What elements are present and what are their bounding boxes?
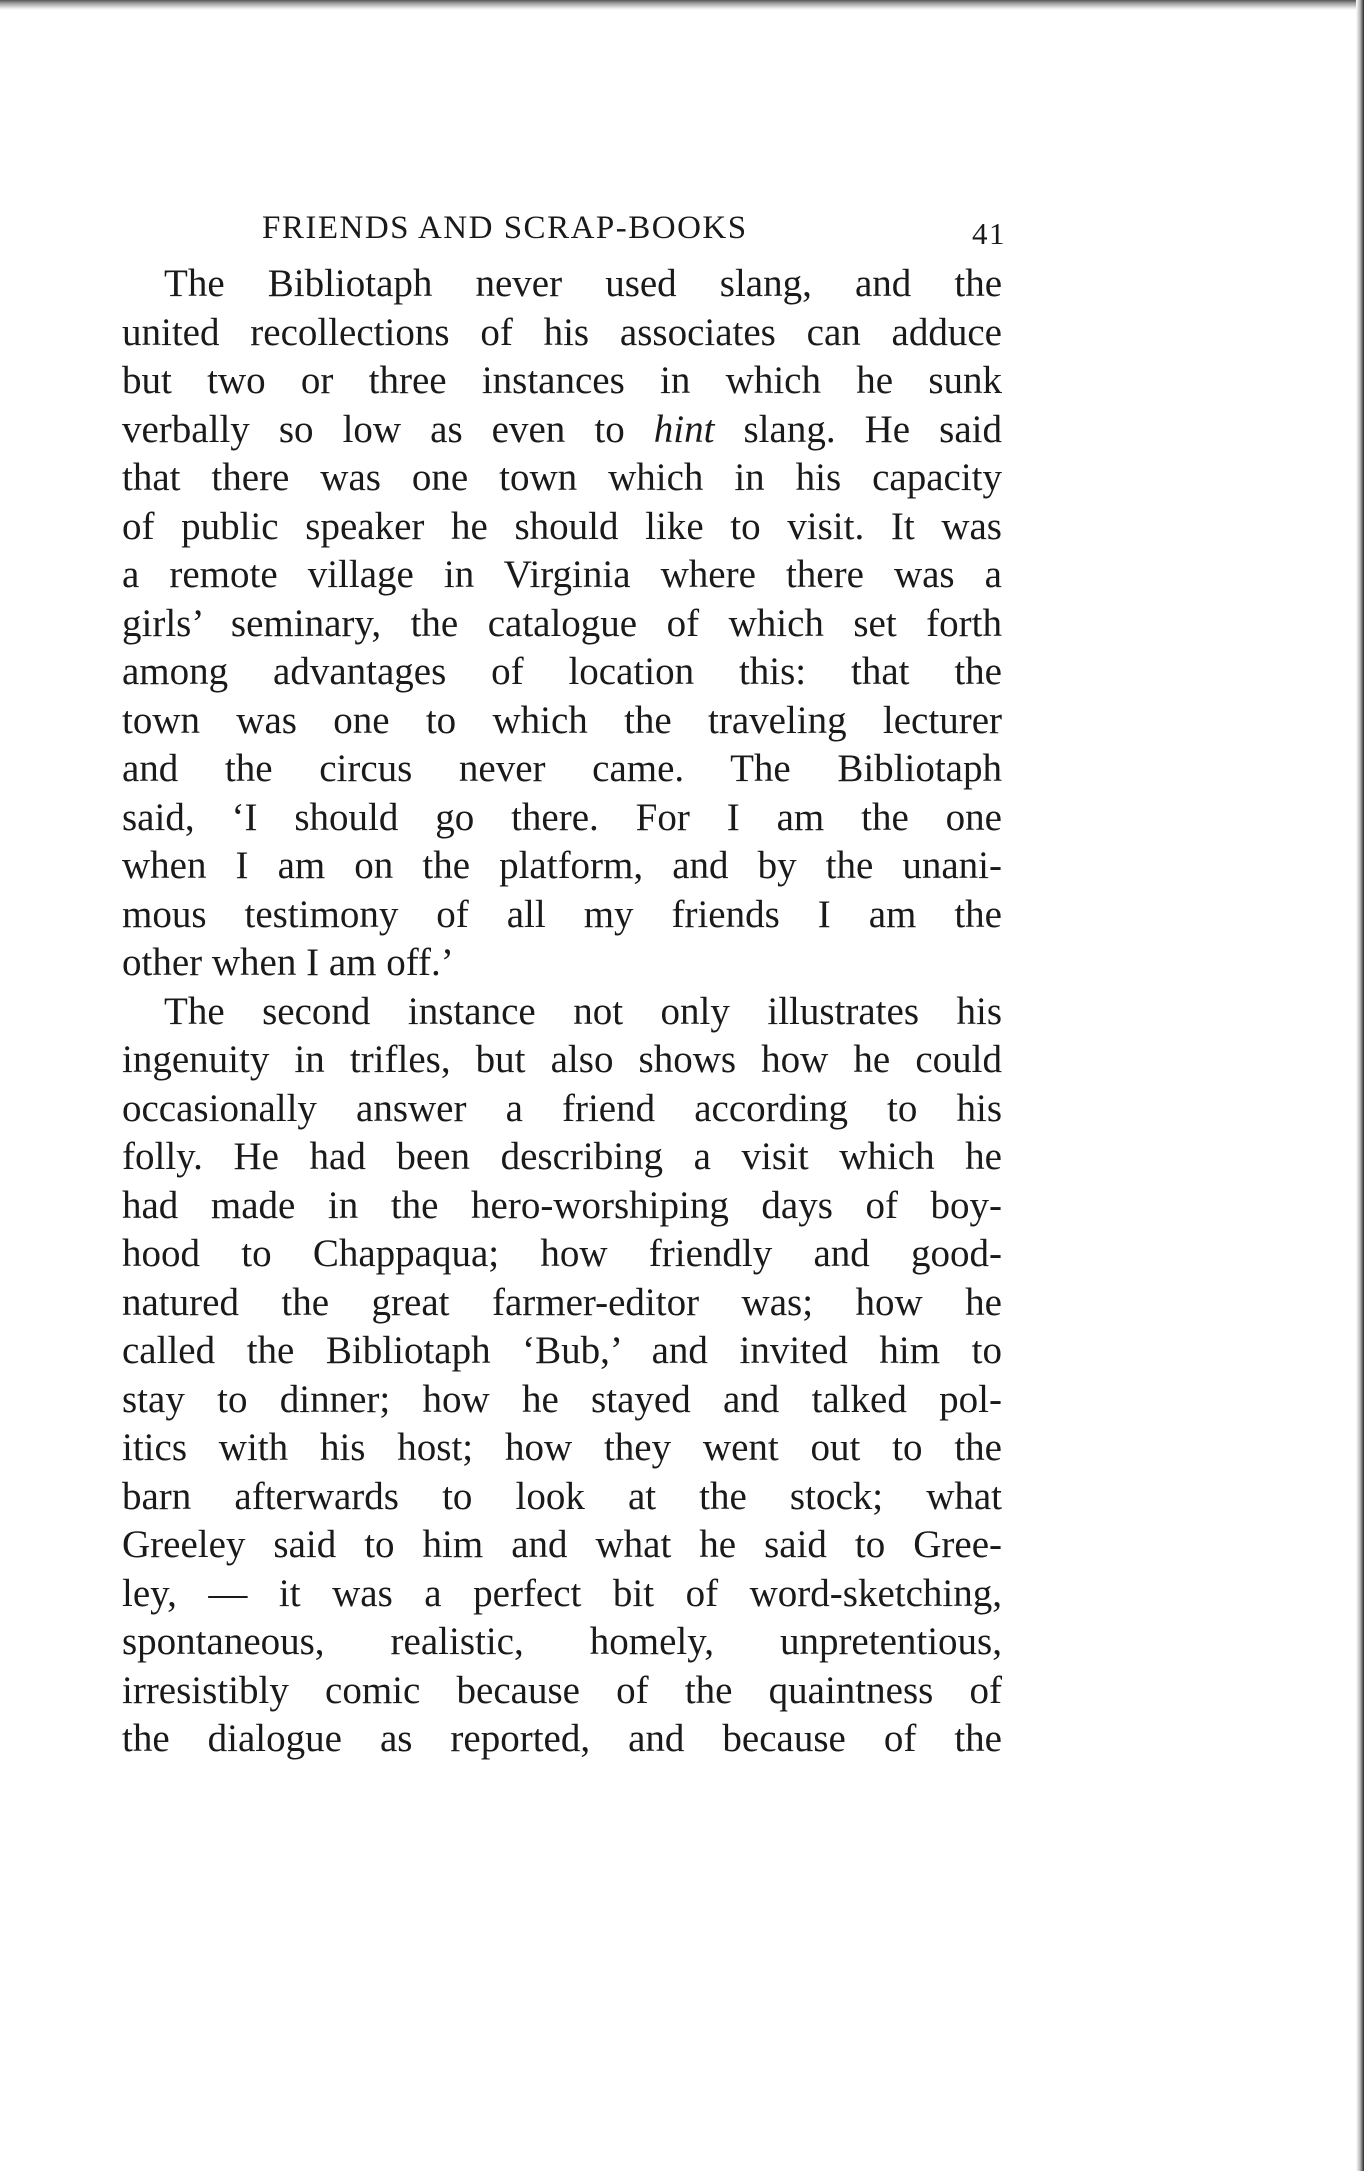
text-line: spontaneous, realistic, homely, unpretentious, (122, 1620, 1002, 1663)
emphasized-word: hint (653, 407, 715, 451)
page-right-edge-shadow (1356, 0, 1364, 2171)
text-line: stay to dinner; how he stayed and talked pol- (122, 1377, 1002, 1421)
text-line: itics with his host; how they went out to the (122, 1426, 1002, 1469)
text-line: Greeley said to him and what he said to Gree- (122, 1523, 1002, 1566)
text-line: a remote village in Virginia where there was a (122, 553, 1002, 596)
text-line: other when I am off.’ (122, 941, 454, 984)
text-run: verbally so low as even to (122, 407, 654, 451)
page-top-edge-shadow (0, 0, 1364, 10)
running-title: FRIENDS AND SCRAP-BOOKS (262, 210, 748, 246)
running-head (122, 200, 1006, 260)
text-line: but two or three instances in which he sunk (122, 359, 1002, 402)
text-line: united recollections of his associates can adduce (122, 310, 1002, 354)
text-line: the dialogue as reported, and because of the (122, 1717, 1002, 1760)
text-line: folly. He had been describing a visit which he (122, 1135, 1002, 1178)
book-page (122, 200, 1006, 1764)
paragraph-1 (122, 260, 1002, 988)
text-line: among advantages of location this: that the (122, 650, 1002, 693)
text-line: natured the great farmer-editor was; how he (122, 1280, 1002, 1324)
page-number: 41 (972, 216, 1006, 251)
text-line: hood to Chappaqua; how friendly and good- (122, 1232, 1002, 1275)
text-line: ley, — it was a perfect bit of word-sketching, (122, 1571, 1002, 1615)
text-line: said, ‘I should go there. For I am the one (122, 795, 1002, 839)
text-line: ingenuity in trifles, but also shows how he could (122, 1038, 1002, 1081)
text-line: that there was one town which in his capacity (122, 456, 1002, 499)
text-line: occasionally answer a friend according to his (122, 1086, 1002, 1130)
text-line: irresistibly comic because of the quaintness of (122, 1668, 1002, 1712)
text-line: when I am on the platform, and by the unani- (122, 844, 1002, 887)
text-line: called the Bibliotaph ‘Bub,’ and invited him to (122, 1329, 1002, 1372)
text-line: had made in the hero-worshiping days of boy- (122, 1183, 1002, 1227)
text-line: of public speaker he should like to visit. It was (122, 504, 1002, 548)
text-line: The second instance not only illustrates his (164, 989, 1002, 1033)
text-line: mous testimony of all my friends I am the (122, 892, 1002, 936)
text-run: slang. He said (714, 407, 1002, 451)
paragraph-2 (122, 988, 1002, 1764)
text-line-with-emphasis (122, 406, 1002, 455)
text-line: barn afterwards to look at the stock; what (122, 1474, 1002, 1518)
text-line: and the circus never came. The Bibliotaph (122, 747, 1002, 790)
text-line: girls’ seminary, the catalogue of which set forth (122, 601, 1002, 645)
text-line: town was one to which the traveling lecturer (122, 698, 1002, 742)
text-line: The Bibliotaph never used slang, and the (164, 262, 1002, 305)
